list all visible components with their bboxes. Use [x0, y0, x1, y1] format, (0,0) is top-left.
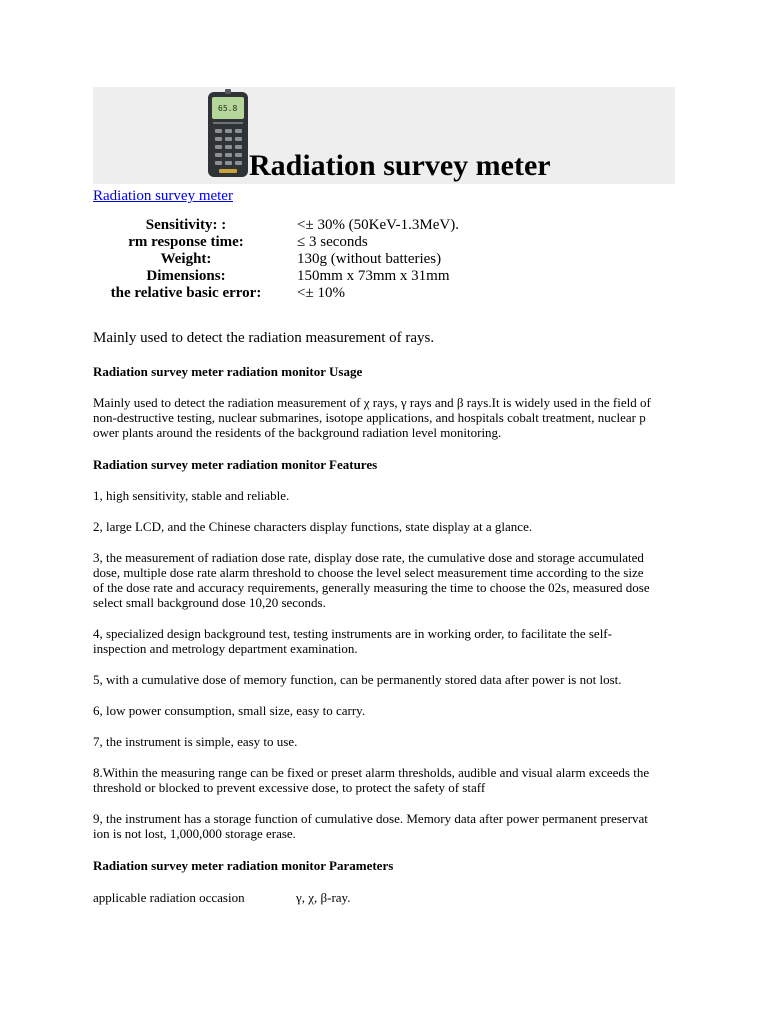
- intro-paragraph: Mainly used to detect the radiation measurement of rays.: [93, 330, 435, 346]
- spec-label: Dimensions:: [146, 268, 226, 284]
- feature-item: [93, 550, 675, 610]
- text-line: inspection and metrology department examination.: [93, 641, 358, 656]
- text-line: ower plants around the residents of the background radiation level monitoring.: [93, 425, 502, 440]
- text-line: 9, the instrument has a storage function of cumulative dose. Memory data after power permanent preservat: [93, 811, 648, 826]
- parameter-value: γ, χ, β-ray.: [296, 890, 351, 905]
- text-line: 4, specialized design background test, testing instruments are in working order, to facilitate the self-: [93, 626, 612, 641]
- spec-label: Sensitivity: :: [145, 217, 227, 233]
- feature-item: [93, 765, 675, 795]
- text-line: Mainly used to detect the radiation measurement of χ rays, γ rays and β rays.It is widely used in the field of: [93, 395, 651, 410]
- parameter-row: [93, 890, 675, 905]
- spec-table: [93, 217, 675, 302]
- feature-item: [93, 519, 675, 534]
- radiation-meter-device-image: [207, 89, 249, 179]
- text-line: 7, the instrument is simple, easy to use.: [93, 734, 298, 749]
- spec-row: [93, 285, 675, 302]
- spec-row: [93, 234, 675, 251]
- spec-value: <± 10%: [297, 285, 345, 301]
- spec-value: <± 30% (50KeV-1.3MeV).: [297, 217, 459, 233]
- feature-item: [93, 703, 675, 718]
- spec-row: [93, 251, 675, 268]
- text-line: dose, multiple dose rate alarm threshold to choose the level select measurement time according to the size: [93, 565, 644, 580]
- document-page: [93, 87, 675, 905]
- spec-label: Weight:: [160, 251, 212, 267]
- text-line: threshold or blocked to prevent excessive dose, to protect the safety of staff: [93, 780, 486, 795]
- feature-item: [93, 811, 675, 841]
- spec-row: [93, 217, 675, 234]
- text-line: 1, high sensitivity, stable and reliable.: [93, 488, 290, 503]
- feature-item: [93, 734, 675, 749]
- spec-label: rm response time:: [128, 234, 244, 250]
- usage-heading: Radiation survey meter radiation monitor Usage: [93, 364, 363, 379]
- spec-row: [93, 268, 675, 285]
- spec-value: ≤ 3 seconds: [297, 234, 368, 250]
- text-line: 2, large LCD, and the Chinese characters display functions, state display at a glance.: [93, 519, 533, 534]
- parameters-heading: Radiation survey meter radiation monitor Parameters: [93, 858, 394, 873]
- radiation-survey-meter-link[interactable]: Radiation survey meter: [93, 188, 233, 204]
- parameter-label: applicable radiation occasion: [93, 890, 245, 905]
- feature-item: [93, 488, 675, 503]
- feature-item: [93, 626, 675, 656]
- text-line: 3, the measurement of radiation dose rate, display dose rate, the cumulative dose and storage accumulated: [93, 550, 644, 565]
- text-line: non-destructive testing, nuclear submarines, isotope applications, and hospitals cobalt treatment, nuclear p: [93, 410, 646, 425]
- text-line: 5, with a cumulative dose of memory function, can be permanently stored data after power is not lost.: [93, 672, 622, 687]
- usage-paragraph: [93, 395, 675, 440]
- spec-label: the relative basic error:: [110, 285, 262, 301]
- text-line: select small background dose 10,20 seconds.: [93, 595, 326, 610]
- device-screen-text: 65.8: [218, 104, 238, 113]
- text-line: ion is not lost, 1,000,000 storage erase.: [93, 826, 296, 841]
- feature-item: [93, 672, 675, 687]
- features-heading: Radiation survey meter radiation monitor Features: [93, 457, 378, 472]
- spec-value: 150mm x 73mm x 31mm: [297, 268, 450, 284]
- text-line: 8.Within the measuring range can be fixed or preset alarm thresholds, audible and visual alarm exceeds the: [93, 765, 650, 780]
- spec-value: 130g (without batteries): [297, 251, 442, 267]
- text-line: of the dose rate and accuracy requirements, generally measuring the time to choose the 02s, measured dose: [93, 580, 650, 595]
- text-line: 6, low power consumption, small size, easy to carry.: [93, 703, 366, 718]
- page-title: Radiation survey meter: [249, 149, 551, 182]
- header-band: [93, 87, 675, 184]
